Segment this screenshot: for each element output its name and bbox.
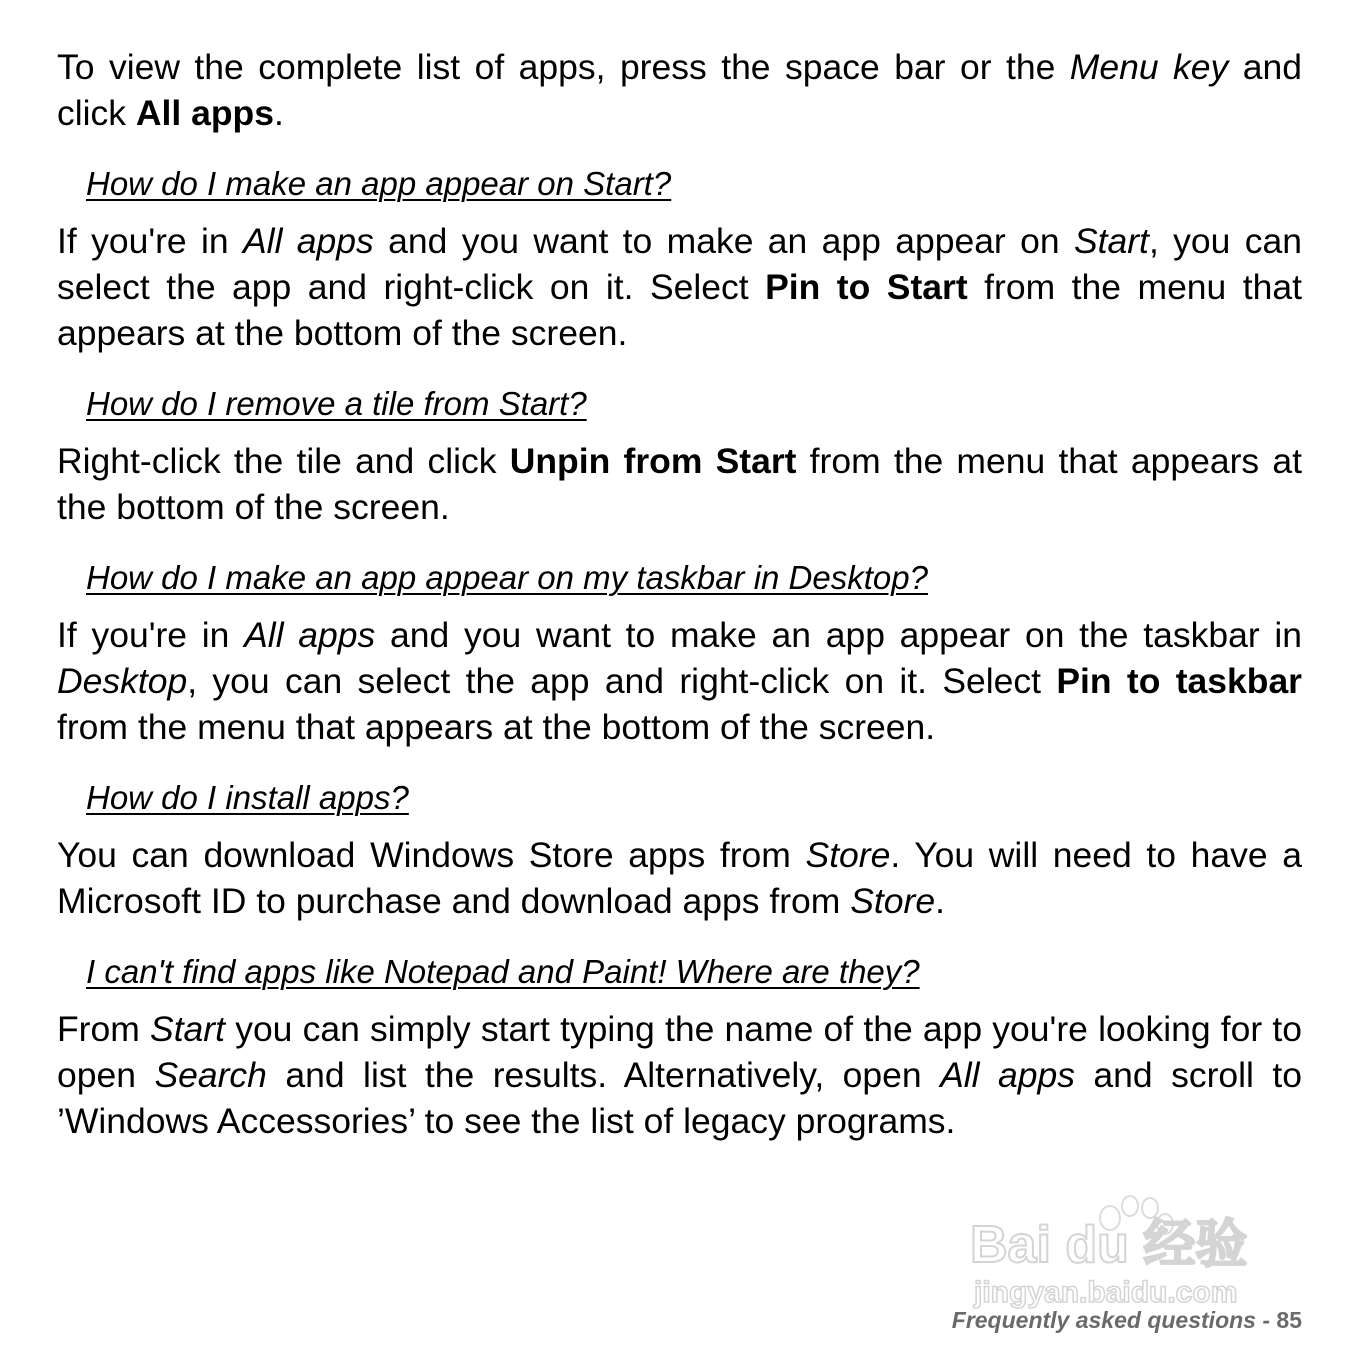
all-apps-term: All apps — [135, 93, 274, 133]
page-footer — [952, 1307, 1302, 1334]
watermark-url: jingyan.baidu.com — [974, 1276, 1238, 1309]
italic-term: All apps — [940, 1055, 1075, 1095]
text-run: from the menu that appears at the bottom of the screen. — [57, 707, 936, 747]
faq-question: How do I make an app appear on my taskbar in Desktop? — [86, 559, 928, 596]
text-run: and list the results. Alternatively, open — [266, 1055, 941, 1095]
faq-answer — [57, 218, 1302, 356]
text-run: you can simply start typing the name of the app you're looking for to open — [57, 1009, 1302, 1095]
italic-term: Store — [805, 835, 891, 875]
text-run: You can download Windows Store apps from — [57, 835, 806, 875]
text-run: . — [273, 93, 284, 133]
italic-term: Start — [150, 1009, 225, 1049]
text-run: and scroll to ’Windows Accessories’ to see the list of legacy programs. — [57, 1055, 1302, 1141]
faq-question: I can't find apps like Notepad and Paint! Where are they? — [86, 953, 920, 990]
document-page — [57, 44, 1302, 1144]
text-run: . — [935, 881, 945, 921]
baidu-watermark-logo — [960, 1190, 1280, 1310]
text-run: To view the complete list of apps, press the space bar or the — [57, 47, 1070, 87]
text-run: and you want to make an app appear on the taskbar in — [375, 615, 1303, 655]
menu-key-term: Menu key — [1069, 47, 1229, 87]
intro-paragraph — [57, 44, 1302, 136]
text-run: and click — [57, 47, 1302, 133]
text-run: , you can select the app and right-click on it. Select — [187, 661, 1057, 701]
text-run: Right-click the tile and click — [57, 441, 510, 481]
text-run: If you're in — [57, 221, 243, 261]
text-run: from the menu that appears at the bottom of the screen. — [57, 441, 1302, 527]
faq-question: How do I make an app appear on Start? — [86, 165, 672, 202]
italic-term: Start — [1073, 221, 1149, 261]
text-run: from the menu that appears at the bottom of the screen. — [57, 267, 1302, 353]
italic-term: Store — [850, 881, 936, 921]
text-run: From — [57, 1009, 151, 1049]
italic-term: Desktop — [57, 661, 188, 701]
text-run: . You will need to have a Microsoft ID to purchase and download apps from — [57, 835, 1302, 921]
bold-term: Pin to Start — [765, 267, 968, 307]
faq-answer — [57, 832, 1302, 924]
bold-term: Unpin from Start — [509, 441, 797, 481]
bold-term: Pin to taskbar — [1056, 661, 1302, 701]
faq-question: How do I install apps? — [86, 779, 409, 816]
italic-term: All apps — [244, 615, 376, 655]
italic-term: All apps — [243, 221, 374, 261]
page-number: 85 — [1276, 1307, 1302, 1333]
faq-answer — [57, 1006, 1302, 1144]
text-run: If you're in — [57, 615, 245, 655]
faq-answer — [57, 438, 1302, 530]
italic-term: Search — [154, 1055, 267, 1095]
faq-answer — [57, 612, 1302, 750]
text-run: and you want to make an app appear on — [373, 221, 1074, 261]
faq-question: How do I remove a tile from Start? — [86, 385, 587, 422]
text-run: , you can select the app and right-click on it. Select — [57, 221, 1302, 307]
footer-section-title: Frequently asked questions - — [951, 1307, 1277, 1333]
watermark-brand: Bai du 经验 — [970, 1216, 1248, 1274]
